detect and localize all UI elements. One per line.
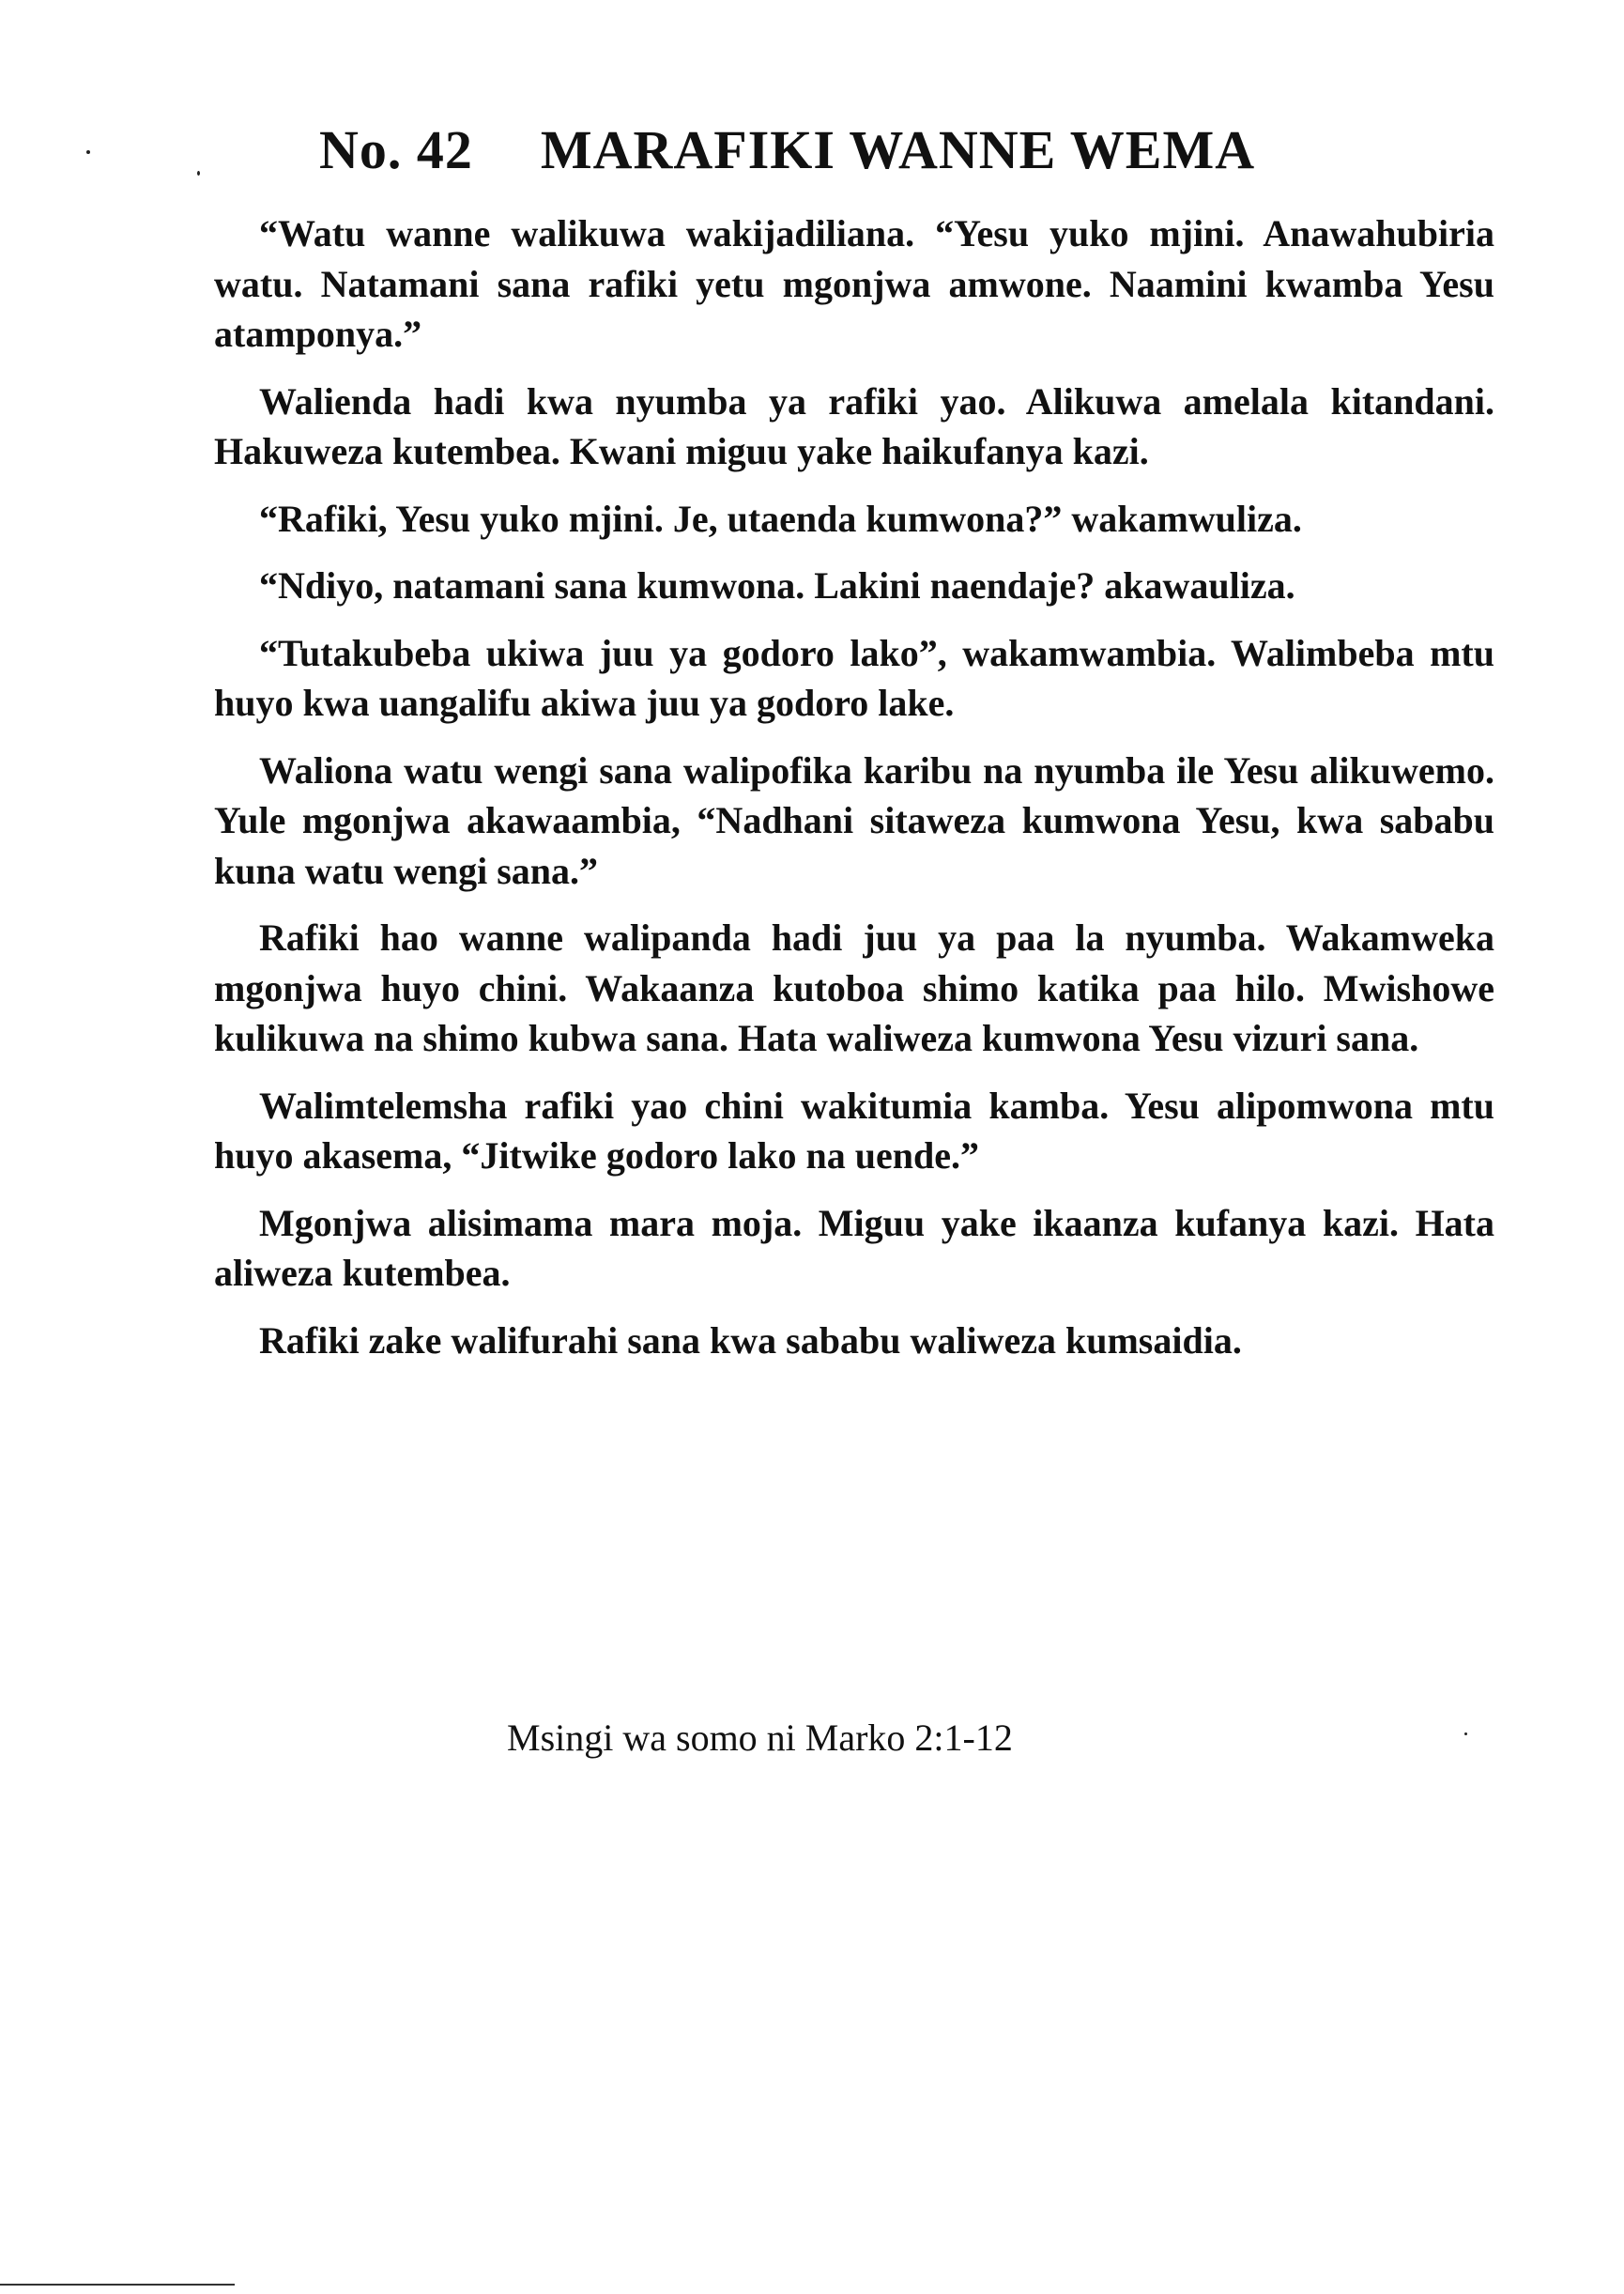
lesson-number: No. 42 bbox=[319, 118, 473, 180]
story-paragraph: Walimtelemsha rafiki yao chini wakitumia kamba. Yesu alipomwona mtu huyo akasema, “Jitwike godoro lako na uende.” bbox=[214, 1084, 1494, 1177]
scan-speck bbox=[1464, 1732, 1467, 1735]
story-paragraph: “Watu wanne walikuwa wakijadiliana. “Yesu yuko mjini. Anawahubiria watu. Natamani sana rafiki yetu mgonjwa amwone. Naamini kwamba Yesu atamponya.” bbox=[214, 212, 1494, 355]
page-edge-line bbox=[0, 2284, 235, 2286]
lesson-title: MARAFIKI WANNE WEMA bbox=[540, 118, 1256, 180]
story-paragraph: “Ndiyo, natamani sana kumwona. Lakini naendaje? akawauliza. bbox=[259, 564, 1295, 607]
scan-speck bbox=[86, 150, 90, 154]
story-body bbox=[214, 208, 1494, 1382]
story-paragraph: Waliona watu wengi sana walipofika karibu na nyumba ile Yesu alikuwemo. Yule mgonjwa akawaambia, “Nadhani sitaweza kumwona Yesu, kwa sababu kuna watu wengi sana.” bbox=[214, 748, 1494, 892]
story-paragraph: Rafiki zake walifurahi sana kwa sababu waliweza kumsaidia. bbox=[259, 1318, 1242, 1362]
story-paragraph: Mgonjwa alisimama mara moja. Miguu yake ikaanza kufanya kazi. Hata aliweza kutembea. bbox=[214, 1201, 1494, 1294]
story-paragraph: “Rafiki, Yesu yuko mjini. Je, utaenda kumwona?” wakamwuliza. bbox=[259, 497, 1302, 540]
story-paragraph: “Tutakubeba ukiwa juu ya godoro lako”, wakamwambia. Walimbeba mtu huyo kwa uangalifu akiwa juu ya godoro lake. bbox=[214, 631, 1494, 724]
story-paragraph: Rafiki hao wanne walipanda hadi juu ya paa la nyumba. Wakamweka mgonjwa huyo chini. Wakaanza kutoboa shimo katika paa hilo. Mwishowe kulikuwa na shimo kubwa sana. Hata waliweza kumwona Yesu vizuri sana. bbox=[214, 916, 1494, 1059]
scan-speck bbox=[197, 171, 200, 176]
scripture-reference: Msingi wa somo ni Marko 2:1-12 bbox=[507, 1717, 1013, 1759]
story-paragraph: Walienda hadi kwa nyumba ya rafiki yao. Alikuwa amelala kitandani. Hakuweza kutembea. Kwani miguu yake haikufanya kazi. bbox=[214, 379, 1494, 472]
page-title bbox=[319, 118, 1399, 180]
